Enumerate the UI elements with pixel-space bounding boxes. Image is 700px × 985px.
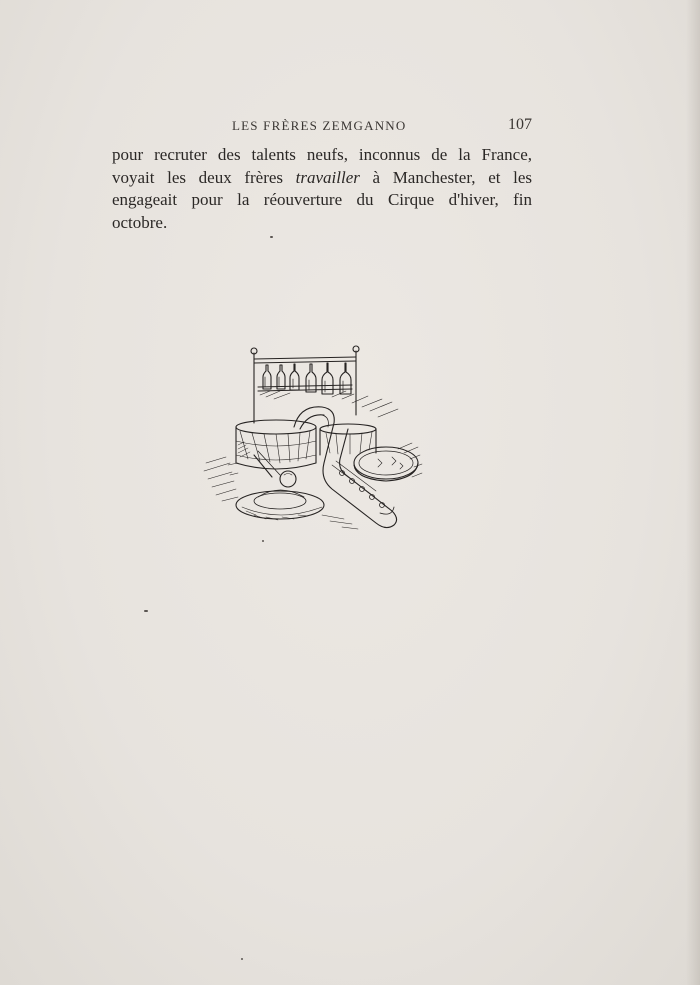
italic-word: travailler bbox=[295, 167, 360, 187]
instruments-vignette-illustration bbox=[202, 345, 428, 533]
text-line-2 bbox=[112, 167, 532, 190]
body-text bbox=[112, 144, 532, 234]
paper-speck bbox=[262, 540, 264, 542]
running-title: LES FRÈRES ZEMGANNO bbox=[232, 118, 407, 133]
running-header bbox=[112, 118, 532, 138]
paper-speck bbox=[270, 236, 273, 238]
text-line-2-end: à Manchester, et les bbox=[359, 167, 532, 187]
paper-speck bbox=[144, 610, 148, 612]
paper-speck bbox=[241, 958, 243, 960]
page-number: 107 bbox=[508, 116, 532, 133]
page-edge-shadow bbox=[686, 0, 700, 985]
text-line-2-start: voyait les deux frères bbox=[112, 167, 296, 187]
text-line-1: pour recruter des talents neufs, inconnus de la France, bbox=[112, 145, 532, 164]
text-line-4: octobre. bbox=[112, 212, 168, 232]
text-line-3: engageait pour la réouverture du Cirque d'hiver, fin bbox=[112, 190, 532, 209]
